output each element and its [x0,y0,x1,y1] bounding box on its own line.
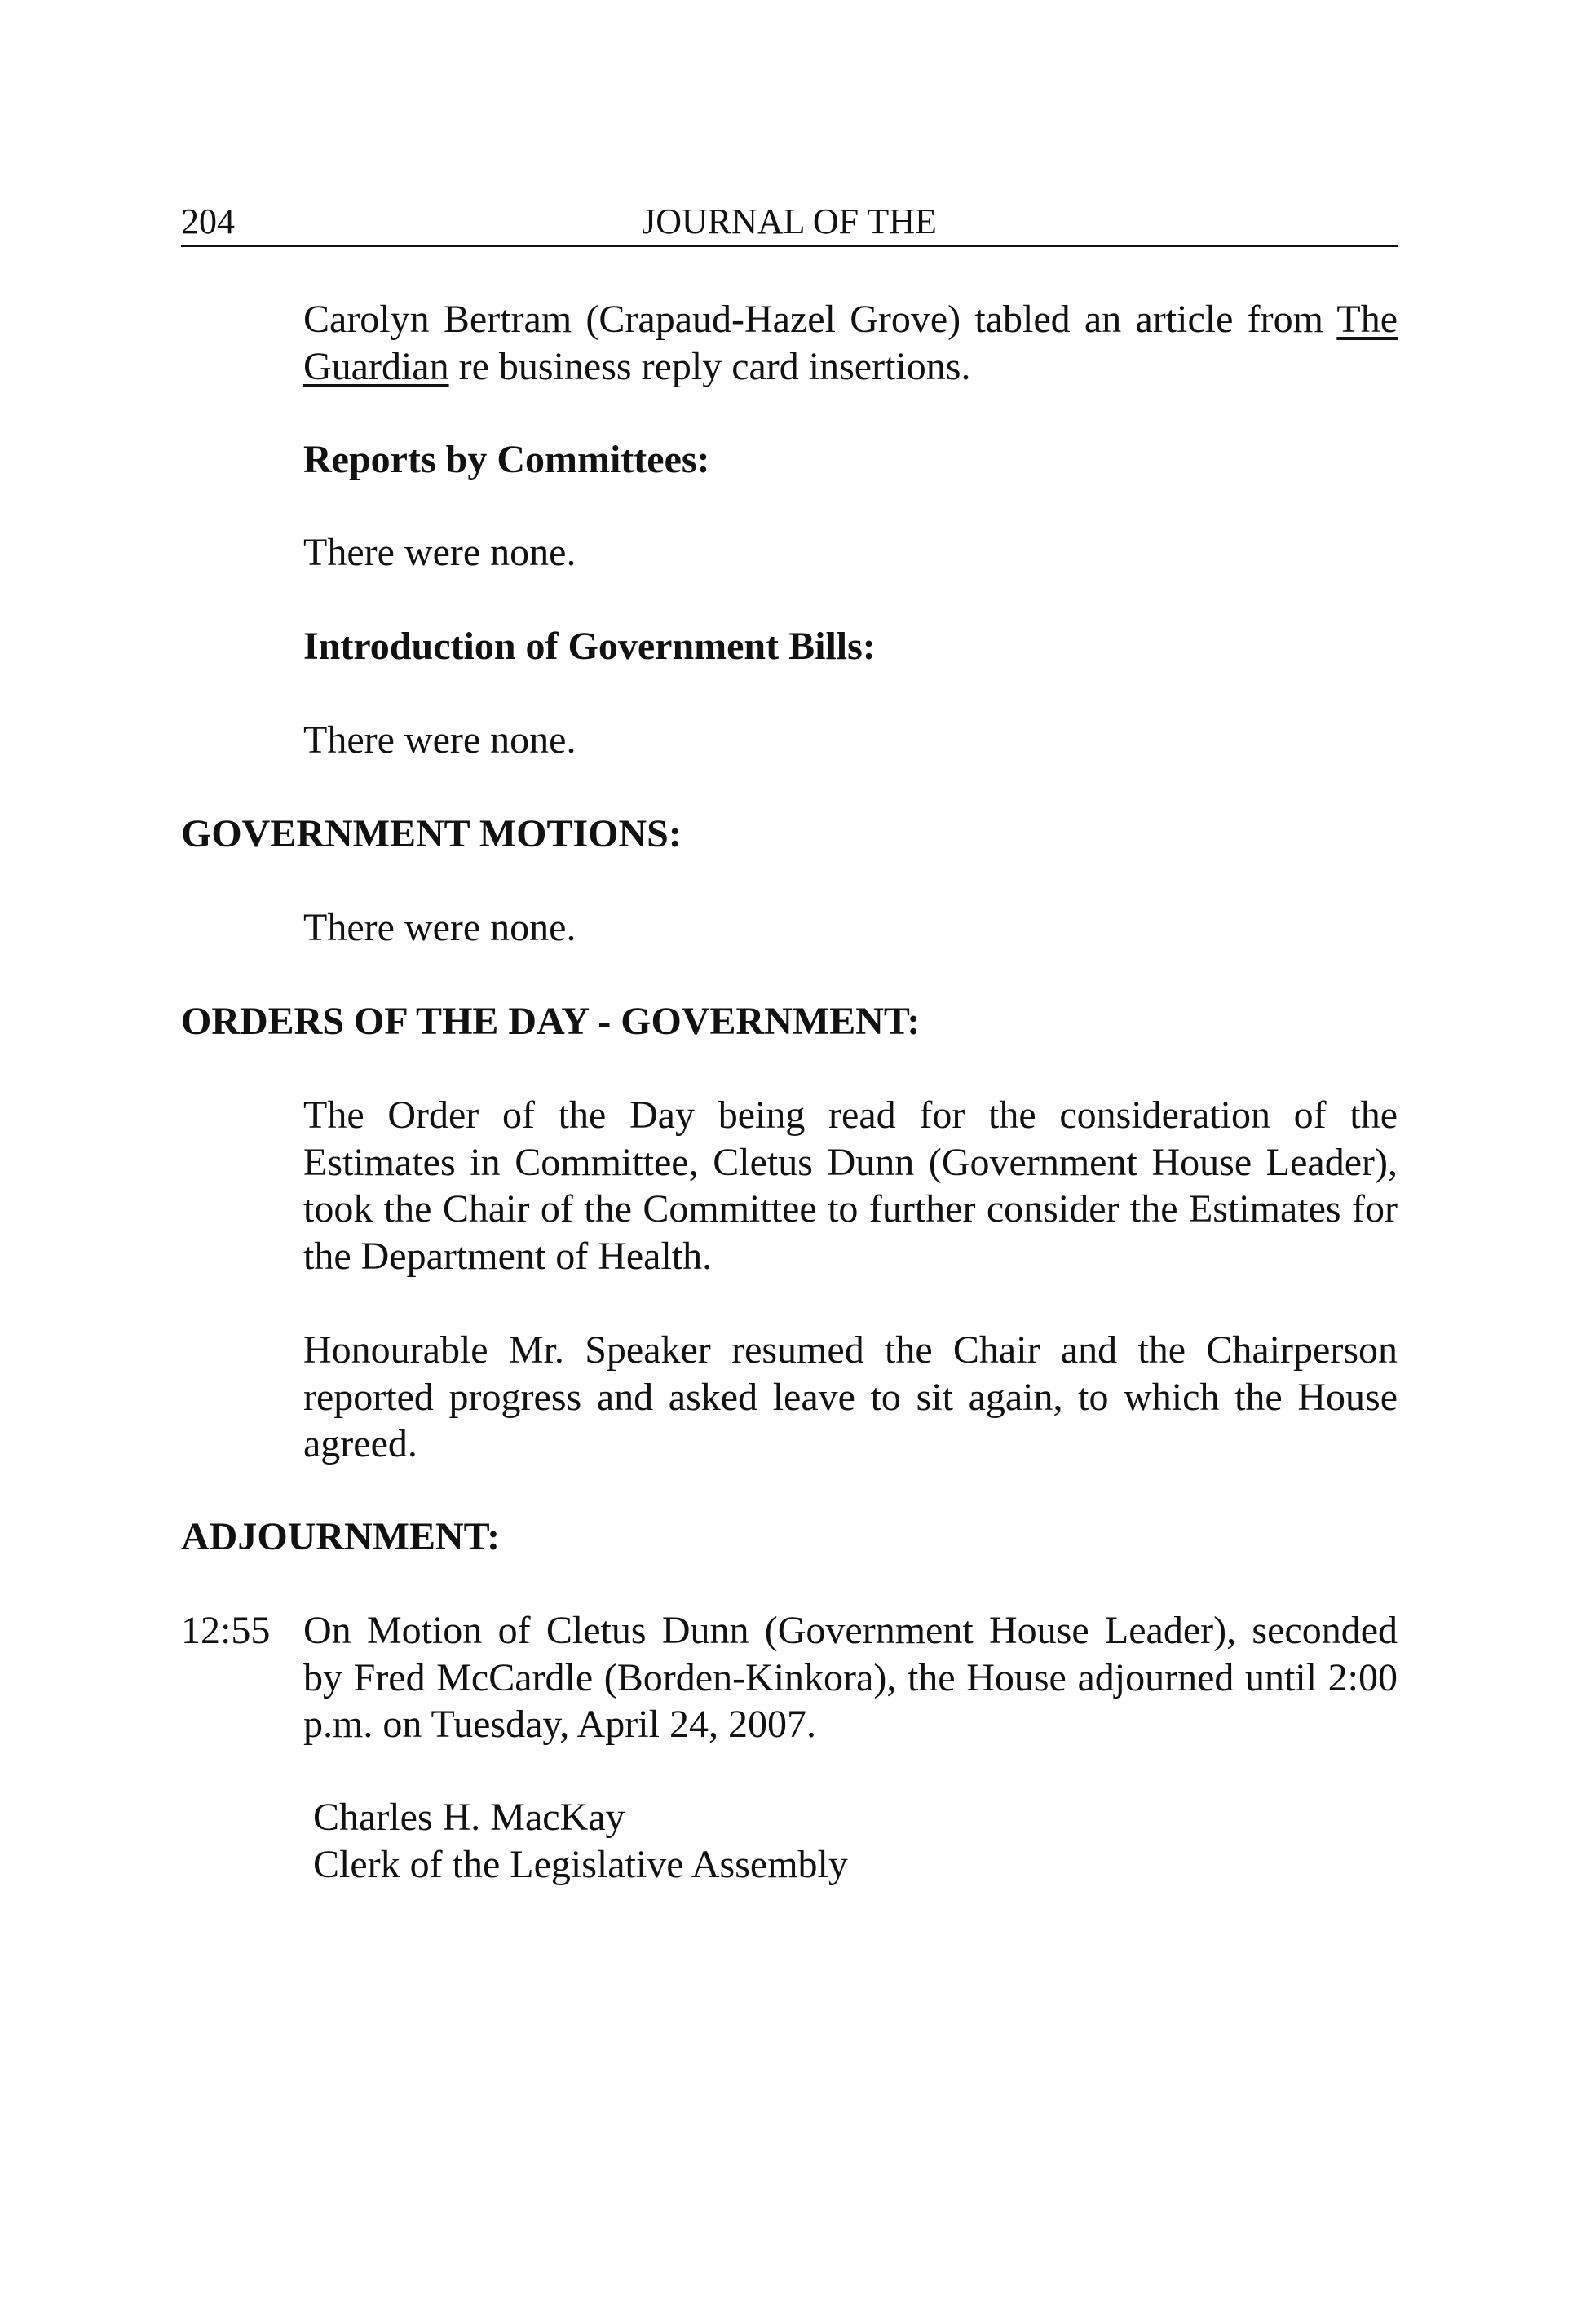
running-title: JOURNAL OF THE [642,201,937,241]
orders-paragraph-1: The Order of the Day being read for the consideration of the Estimates in Committee, Cletus Dunn (Government House Leader), took the Chair of the Committee to further consider the Estimates for the Department of Health. [303,1094,1398,1278]
adjournment-time: 12:55 [181,1609,271,1652]
adjournment-text: On Motion of Cletus Dunn (Government House Leader), seconded by Fred McCardle (Borden-Kinkora), the House adjourned until 2:00 p.m. on Tuesday, April 24, 2007. [303,1609,1398,1746]
tabled-paragraph [303,296,1398,390]
orders-paragraph-2: Honourable Mr. Speaker resumed the Chair and the Chairperson reported progress and asked leave to sit again, to which the House agreed. [303,1328,1398,1465]
publication-title: The Guardian [303,298,1398,388]
government-motions-heading: GOVERNMENT MOTIONS: [181,812,682,855]
tabled-text-before: Carolyn Bertram (Crapaud-Hazel Grove) tabled an article from [303,298,1337,341]
tabled-text-after: re business reply card insertions. [448,344,971,388]
signature-title: Clerk of the Legislative Assembly [313,1843,848,1886]
reports-by-committees-heading: Reports by Committees: [303,438,710,481]
orders-of-the-day-heading: ORDERS OF THE DAY - GOVERNMENT: [181,1000,921,1043]
introduction-of-bills-heading: Introduction of Government Bills: [303,625,876,668]
reports-by-committees-text: There were none. [303,531,576,574]
introduction-of-bills-text: There were none. [303,718,576,762]
page-header [181,199,1398,247]
signature-name: Charles H. MacKay [313,1796,625,1839]
adjournment-heading: ADJOURNMENT: [181,1515,501,1558]
page-number: 204 [181,201,235,241]
government-motions-text: There were none. [303,906,576,949]
